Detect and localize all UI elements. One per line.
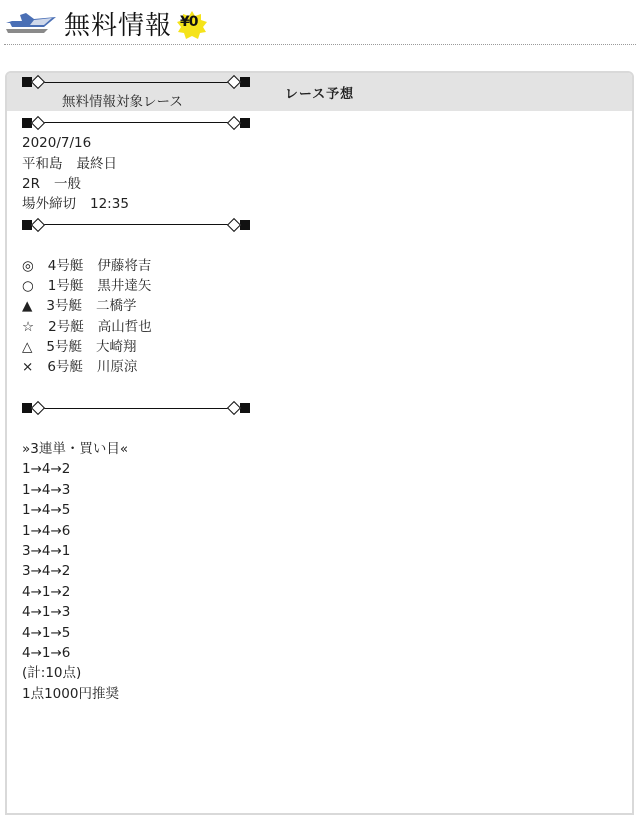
bet-combo: 3→4→1 — [22, 542, 71, 559]
pick-mark: △ — [22, 339, 33, 356]
panel-title: レース予想 — [7, 73, 632, 111]
pick-boat: 2号艇 — [48, 318, 84, 335]
page-title: 無料情報 — [64, 11, 173, 41]
bet-combo: 4→1→5 — [22, 624, 71, 641]
bet-recommendation: 1点1000円推奨 — [22, 685, 119, 702]
pick-boat: 1号艇 — [47, 277, 84, 294]
pick-boat: 3号艇 — [46, 298, 82, 315]
bet-combo: 1→4→2 — [22, 461, 71, 478]
page-header — [0, 0, 640, 48]
pick-racer: 高山哲也 — [97, 318, 152, 335]
pick-mark: ☆ — [22, 318, 35, 335]
deadline-line — [22, 194, 602, 214]
bet-combo: 3→4→2 — [22, 563, 71, 580]
pick-row — [22, 317, 602, 337]
bet-combo: 1→4→6 — [22, 522, 71, 539]
pick-mark: ◎ — [22, 257, 34, 274]
pick-row — [22, 337, 602, 357]
pick-boat: 4号艇 — [47, 257, 84, 274]
free-badge-text: ¥0 — [180, 14, 198, 30]
race-date: 2020/7/16 — [22, 135, 92, 152]
pick-row — [22, 296, 602, 316]
pick-racer: 伊藤将吉 — [97, 257, 152, 274]
pick-row — [22, 256, 602, 276]
divider-ornament — [22, 72, 250, 92]
bet-combo: 4→1→2 — [22, 583, 71, 600]
pick-boat: 6号艇 — [47, 359, 83, 376]
divider-ornament — [22, 398, 250, 418]
deadline-label: 場外締切 — [22, 196, 76, 213]
header-divider — [4, 44, 636, 45]
race-number-line — [22, 174, 602, 194]
divider-ornament — [22, 113, 250, 133]
deadline-time: 12:35 — [90, 196, 129, 213]
pick-racer: 黒井達矢 — [97, 277, 152, 294]
pick-row — [22, 357, 602, 377]
race-venue: 平和島 — [22, 155, 63, 172]
boat-icon — [4, 9, 58, 35]
pick-row — [22, 276, 602, 296]
target-race-banner: 無料情報対象レース — [62, 94, 183, 111]
race-grade: 一般 — [53, 175, 81, 192]
pick-racer: 二橋学 — [95, 298, 137, 315]
pick-racer: 大崎翔 — [95, 339, 137, 356]
race-venue-line — [22, 154, 602, 174]
pick-mark: × — [22, 359, 34, 376]
pick-mark: ○ — [22, 277, 34, 294]
forecast-content — [22, 72, 602, 704]
bet-combo: 4→1→3 — [22, 604, 71, 621]
race-number: 2R — [22, 175, 40, 192]
pick-mark: ▲ — [22, 298, 33, 315]
pick-boat: 5号艇 — [46, 339, 82, 356]
bet-total: (計:10点) — [22, 665, 82, 682]
bet-combo: 4→1→6 — [22, 644, 71, 661]
divider-ornament — [22, 215, 250, 235]
bet-combo: 1→4→5 — [22, 502, 71, 519]
race-day: 最終日 — [76, 155, 117, 172]
pick-racer: 川原涼 — [96, 359, 138, 376]
bet-combo: 1→4→3 — [22, 481, 71, 498]
bet-heading: »3連単・買い目« — [22, 441, 129, 458]
